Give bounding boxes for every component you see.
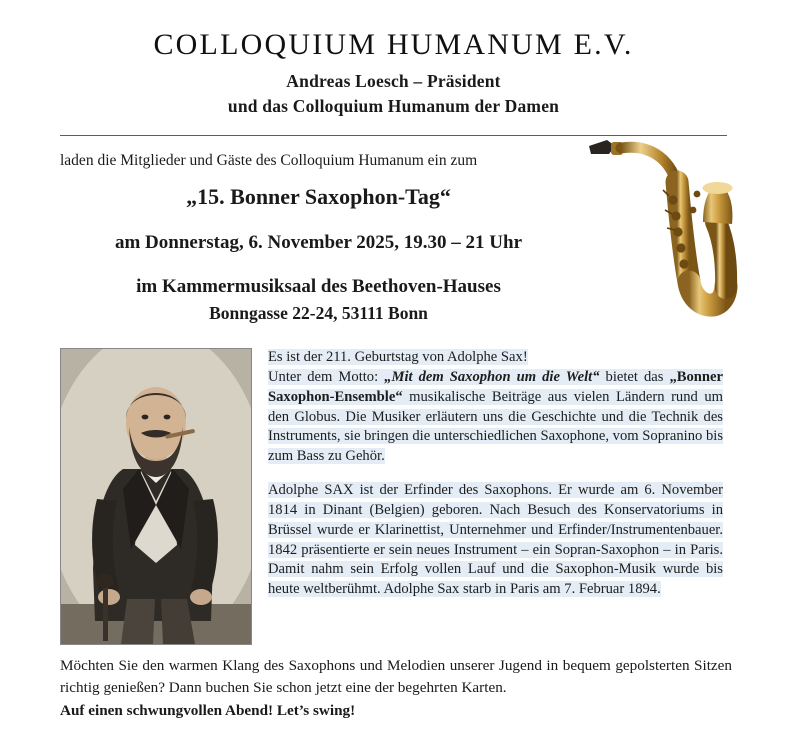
event-title: „15. Bonner Saxophon-Tag“ [186, 183, 451, 209]
event-venue: im Kammermusiksaal des Beethoven-Hauses [136, 275, 501, 297]
footer-closing: Auf einen schwungvollen Abend! Let’s swing! [60, 702, 356, 720]
footer-call-to-action [60, 655, 732, 722]
adolphe-sax-portrait [60, 348, 252, 645]
ladies-group-line: und das Colloquium Humanum der Damen [227, 95, 560, 116]
paragraph-sax-event [268, 348, 723, 467]
invitation-intro: laden die Mitglieder und Gäste des Colloquium Humanum ein zum [60, 151, 478, 169]
p1-motto-intro: Unter dem Motto: [268, 368, 385, 385]
event-datetime: am Donnerstag, 6. November 2025, 19.30 – 21 Uhr [114, 231, 523, 253]
p1-line1: Es ist der 211. Geburtstag von Adolphe Sax! [268, 349, 528, 365]
president-line: Andreas Loesch – Präsident [286, 70, 501, 91]
p2-text: Adolphe SAX ist der Erfinder des Saxophons. Er wurde am 6. November 1814 in Dinant (Belgien) geboren. Nach Besuch des Konservatoriums in Brüssel wurde er Klarinettist, Unternehmer und Erfinder/Instrumentenbauer. 1842 präsentierte er sein neues Instrument – ein Sopran-Saxophon – in Paris. Damit nahm sein Erfolg vollen Lauf und die Saxophon-Musik wurde bis heute weltberühmt. Adolphe Sax starb in Paris am 7. Februar 1894. [268, 482, 723, 598]
organization-title: COLLOQUIUM HUMANUM E.V. [153, 28, 634, 61]
p1-rest: musikalische Beiträge aus vielen Ländern rund um den Globus. Die Musiker erläutern uns die Geschichte und die Technik des Instruments, sie bringen die unterschiedlichen Saxophone, vom Sopranino bis zum Bass zu Gehör. [268, 388, 723, 465]
p1-ensemble-name: „Bonner Saxophon-Ensemble“ [268, 368, 723, 405]
p1-motto: „Mit dem Saxophon um die Welt“ [384, 368, 600, 385]
header [0, 0, 787, 136]
article-text [268, 348, 723, 614]
footer-text: Möchten Sie den warmen Klang des Saxophons und Melodien unserer Jugend in bequem gepolsterten Sitzen richtig genießen? Dann buchen Sie schon jetzt eine der begehrten Karten. [60, 657, 732, 696]
event-address: Bonngasse 22-24, 53111 Bonn [209, 302, 428, 323]
saxophone-icon [585, 130, 745, 330]
paragraph-sax-biography [268, 481, 723, 600]
p1-offers: bietet das [599, 368, 670, 385]
